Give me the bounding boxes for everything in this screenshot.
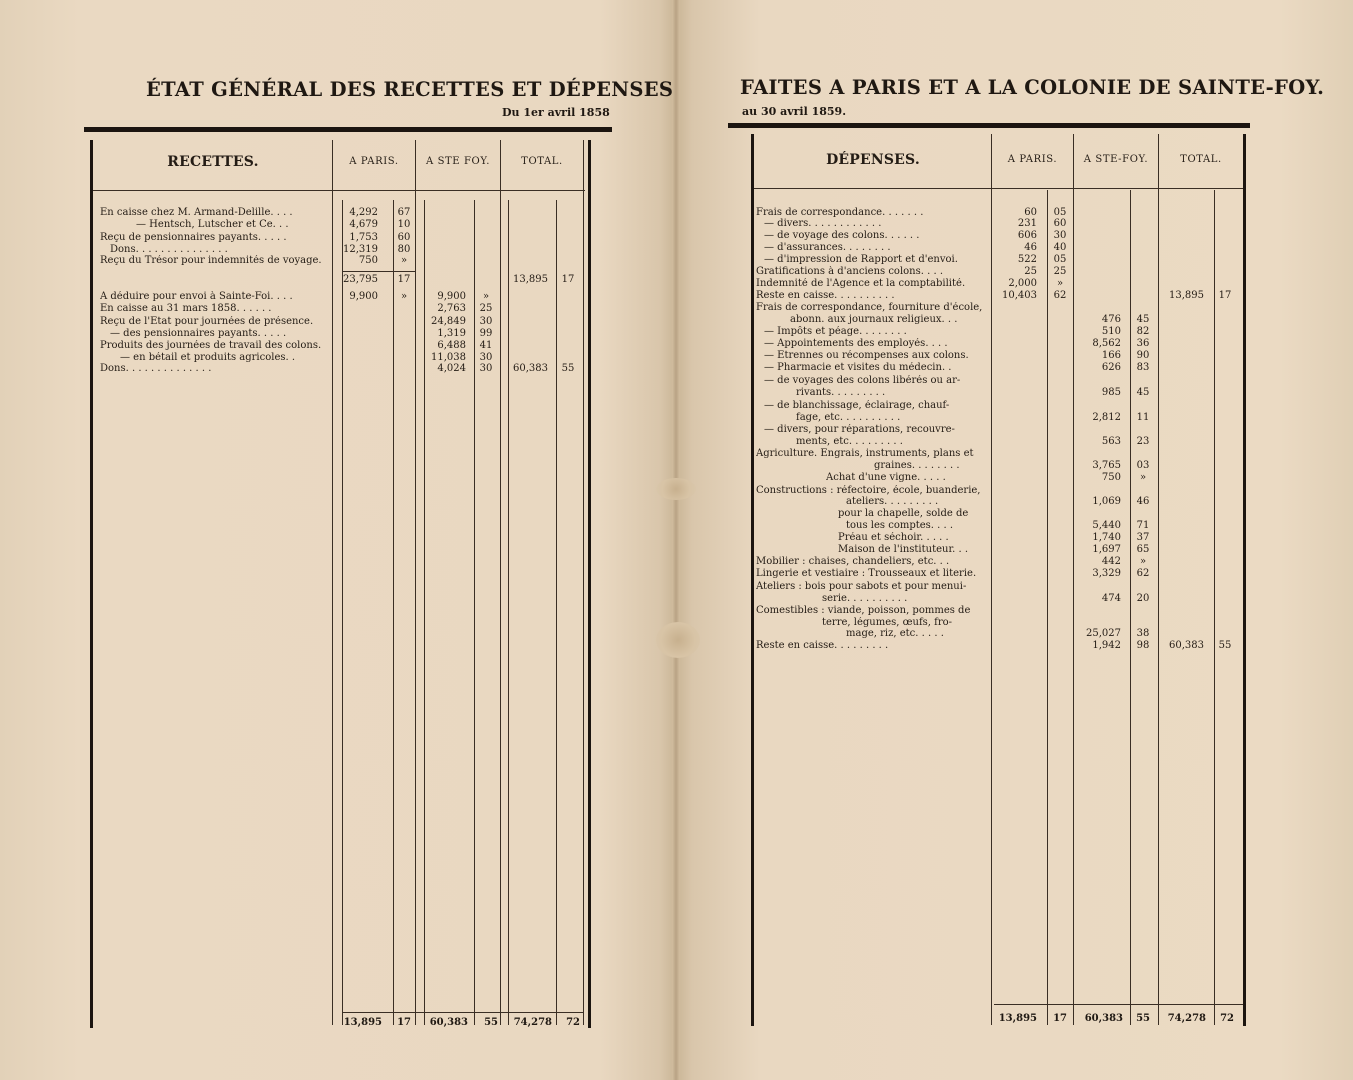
paris-amount: 231 [1017,218,1037,229]
stefoy-amount: 442 [1101,556,1121,567]
paris-cents: 17 [397,274,411,285]
paris-cents: 05 [1053,254,1067,265]
stefoy-amount: 24,849 [431,316,466,327]
expenses-header: DÉPENSES. [826,152,920,168]
stefoy-amount: 4,024 [437,363,466,374]
row-label: — de blanchissage, éclairage, chauf- [764,400,950,411]
row-label: Agriculture. Engrais, instruments, plans et [756,448,974,459]
stefoy-cents: 99 [479,328,493,339]
total-amount: 13,895 [1169,290,1204,301]
cents-divider [556,200,557,1025]
row-label: mage, riz, etc. . . . . [846,628,944,639]
table-border-left [90,140,93,1028]
stefoy-amount: 1,740 [1092,532,1121,543]
stefoy-amount: 3,329 [1092,568,1121,579]
subtotal-rule [342,271,415,272]
cents-divider [474,200,475,1025]
stefoy-cents: 98 [1136,640,1150,651]
row-label: Frais de correspondance, fourniture d'école, [756,302,983,313]
paris-amount: 23,795 [343,274,378,285]
paris-amount: 4,292 [349,207,378,218]
table-border-right [588,140,591,1028]
stefoy-cents: 46 [1136,496,1150,507]
column-divider [1158,134,1159,1025]
row-label: abonn. aux journaux religieux. . . [790,314,958,325]
paris-cents: 80 [397,244,411,255]
total-header: TOTAL. [521,156,563,167]
paris-amount: 25 [1024,266,1037,277]
row-label: — des pensionnaires payants. . . . . [110,328,287,339]
stefoy-amount: 476 [1101,314,1121,325]
row-label: Reste en caisse. . . . . . . . . . [756,290,895,301]
stefoy-amount: 1,319 [437,328,466,339]
row-label: serie. . . . . . . . . . [822,593,908,604]
stefoy-cents: 30 [479,363,493,374]
stefoy-cents: » [1139,556,1147,567]
paris-cents: » [400,291,408,302]
stefoy-cents: 30 [479,316,493,327]
paris-amount: 606 [1017,230,1037,241]
stefoy-cents: 36 [1136,338,1150,349]
stefoy-cents: 20 [1136,593,1150,604]
cents-divider [393,200,394,1025]
paris-cents: 25 [1053,266,1067,277]
table-border-left [751,134,754,1026]
paper-stain [656,478,696,500]
left-page-subtitle: Du 1er avril 1858 [502,106,610,119]
total-cents: 55 [1218,640,1232,651]
table-top-rule [728,123,1250,128]
row-label: ateliers. . . . . . . . . [846,496,939,507]
total-amount: 60,383 [513,363,548,374]
column-divider [991,134,992,1025]
stefoy-amount: 1,697 [1092,544,1121,555]
paris-cents: 67 [397,207,411,218]
paris-amount: 4,679 [349,219,378,230]
book-gutter [672,0,680,1080]
stefoy-amount: 8,562 [1092,338,1121,349]
row-label: Reste en caisse. . . . . . . . . [756,640,889,651]
total-stefoy: 60,383 [1084,1013,1123,1024]
stefoy-amount: 626 [1101,362,1121,373]
paris-cents: 40 [1053,242,1067,253]
stefoy-cents: 23 [1136,436,1150,447]
totals-rule [342,1012,584,1013]
stefoy-cents: 41 [479,340,493,351]
stefoy-cents: 62 [1136,568,1150,579]
paris-cents: 30 [1053,230,1067,241]
table-border-right [1243,134,1246,1026]
table-top-rule [84,127,612,132]
row-label: — Impôts et péage. . . . . . . . [764,326,907,337]
column-divider [415,140,416,1025]
paris-amount: 10,403 [1002,290,1037,301]
row-label: A déduire pour envoi à Sainte-Foi. . . . [100,291,293,302]
row-label: — Hentsch, Lutscher et Ce. . . [136,219,289,230]
stefoy-amount: 5,440 [1092,520,1121,531]
row-label: Reçu de pensionnaires payants. . . . . [100,232,287,243]
total-stefoy: 60,383 [429,1017,468,1028]
paris-header: A PARIS. [349,156,399,167]
paris-cents: 60 [1053,218,1067,229]
stefoy-amount: 750 [1101,472,1121,483]
total-amount: 13,895 [513,274,548,285]
row-label: Mobilier : chaises, chandeliers, etc. . . [756,556,950,567]
row-label: Frais de correspondance. . . . . . . [756,207,924,218]
stefoy-cents: » [482,291,490,302]
row-label: terre, légumes, œufs, fro- [822,617,953,628]
stefoy-amount: 2,763 [437,303,466,314]
stefoy-cents: 65 [1136,544,1150,555]
row-label: — divers. . . . . . . . . . . . [764,218,882,229]
column-divider [583,140,584,1025]
stefoy-cents: 82 [1136,326,1150,337]
paris-amount: 60 [1024,207,1037,218]
row-label: — divers, pour réparations, recouvre- [764,424,955,435]
row-label: — de voyages des colons libérés ou ar- [764,375,961,386]
row-label: — d'impression de Rapport et d'envoi. [764,254,958,265]
total-paris-cents: 17 [397,1017,411,1028]
stefoy-cents: » [1139,472,1147,483]
row-label: Reçu de l'Etat pour journées de présence. [100,316,314,327]
stefoy-cents: 71 [1136,520,1150,531]
cents-divider [1130,190,1131,1025]
row-label: fage, etc. . . . . . . . . . [796,412,901,423]
grand-total: 74,278 [1167,1013,1206,1024]
total-stefoy-cents: 55 [484,1017,498,1028]
stefoy-cents: 83 [1136,362,1150,373]
column-divider [1073,134,1074,1025]
total-header: TOTAL. [1180,154,1222,165]
paris-cents: » [400,255,408,266]
row-label: Préau et séchoir. . . . . [838,532,949,543]
row-label: rivants. . . . . . . . . [796,387,886,398]
paris-header: A PARIS. [1007,154,1058,165]
paris-amount: 2,000 [1008,278,1037,289]
stefoy-cents: 11 [1136,412,1150,423]
stefoy-cents: 45 [1136,387,1150,398]
stefoy-amount: 2,812 [1092,412,1121,423]
row-label: ments, etc. . . . . . . . . [796,436,903,447]
row-label: — Appointements des employés. . . . [764,338,948,349]
receipts-header: RECETTES. [167,154,259,170]
row-label: tous les comptes. . . . [846,520,954,531]
row-label: En caisse au 31 mars 1858. . . . . . [100,303,272,314]
column-divider [332,140,333,1025]
total-cents: 17 [561,274,575,285]
header-rule [93,190,585,191]
row-label: Dons. . . . . . . . . . . . . . [100,363,212,374]
paris-cents: 10 [397,219,411,230]
row-label: Comestibles : viande, poisson, pommes de [756,605,971,616]
column-divider [508,200,509,1025]
stefoy-cents: 25 [479,303,493,314]
total-amount: 60,383 [1169,640,1204,651]
cents-divider [1047,190,1048,1025]
row-label: — en bétail et produits agricoles. . [120,352,296,363]
row-label: Dons. . . . . . . . . . . . . . . [110,244,228,255]
paris-amount: 522 [1017,254,1037,265]
column-divider [342,200,343,1025]
total-cents: 55 [561,363,575,374]
paris-cents: 62 [1053,290,1067,301]
total-cents: 17 [1218,290,1232,301]
row-label: — d'assurances. . . . . . . . [764,242,891,253]
row-label: graines. . . . . . . . [874,460,960,471]
grand-total-cents: 72 [1220,1013,1234,1024]
stefoy-cents: 30 [479,352,493,363]
total-paris: 13,895 [343,1017,382,1028]
paris-cents: 05 [1053,207,1067,218]
totals-rule [994,1004,1243,1005]
stefoy-header: A STE-FOY. [1083,154,1149,165]
total-paris: 13,895 [998,1013,1037,1024]
paper-stain [656,622,700,658]
stefoy-amount: 11,038 [431,352,466,363]
grand-total-cents: 72 [566,1017,580,1028]
paris-amount: 750 [358,255,378,266]
row-label: Produits des journées de travail des colons. [100,340,322,351]
stefoy-amount: 3,765 [1092,460,1121,471]
stefoy-cents: 38 [1136,628,1150,639]
stefoy-amount: 474 [1101,593,1121,604]
stefoy-amount: 563 [1101,436,1121,447]
stefoy-amount: 985 [1101,387,1121,398]
row-label: Lingerie et vestiaire : Trousseaux et literie. [756,568,977,579]
row-label: Gratifications à d'anciens colons. . . . [756,266,943,277]
paris-cents: 60 [397,232,411,243]
stefoy-cents: 90 [1136,350,1150,361]
left-page-title: ÉTAT GÉNÉRAL DES RECETTES ET DÉPENSES [146,78,674,101]
row-label: Constructions : réfectoire, école, buanderie, [756,485,981,496]
grand-total: 74,278 [513,1017,552,1028]
right-page-title: FAITES A PARIS ET A LA COLONIE DE SAINTE-FOY. [740,76,1325,99]
row-label: — Pharmacie et visites du médecin. . [764,362,952,373]
paris-amount: 9,900 [349,291,378,302]
stefoy-amount: 1,942 [1092,640,1121,651]
stefoy-cents: 03 [1136,460,1150,471]
paris-amount: 46 [1024,242,1037,253]
row-label: Achat d'une vigne. . . . . [826,472,946,483]
cents-divider [1214,190,1215,1025]
row-label: pour la chapelle, solde de [838,508,969,519]
paris-amount: 1,753 [349,232,378,243]
stefoy-cents: 45 [1136,314,1150,325]
stefoy-cents: 37 [1136,532,1150,543]
column-divider [500,140,501,1025]
row-label: Ateliers : bois pour sabots et pour menui- [756,581,967,592]
row-label: Reçu du Trésor pour indemnités de voyage. [100,255,322,266]
stefoy-amount: 1,069 [1092,496,1121,507]
stefoy-amount: 25,027 [1086,628,1121,639]
right-page-subtitle: au 30 avril 1859. [742,105,847,118]
row-label: — Etrennes ou récompenses aux colons. [764,350,969,361]
stefoy-amount: 6,488 [437,340,466,351]
row-label: En caisse chez M. Armand-Delille. . . . [100,207,293,218]
total-paris-cents: 17 [1053,1013,1067,1024]
stefoy-amount: 510 [1101,326,1121,337]
stefoy-amount: 166 [1101,350,1121,361]
header-rule [754,188,1243,189]
paris-amount: 12,319 [343,244,378,255]
row-label: Indemnité de l'Agence et la comptabilité. [756,278,966,289]
paris-cents: » [1056,278,1064,289]
row-label: Maison de l'instituteur. . . [838,544,969,555]
row-label: — de voyage des colons. . . . . . [764,230,920,241]
stefoy-amount: 9,900 [437,291,466,302]
stefoy-header: A STE FOY. [425,156,491,167]
total-stefoy-cents: 55 [1136,1013,1150,1024]
